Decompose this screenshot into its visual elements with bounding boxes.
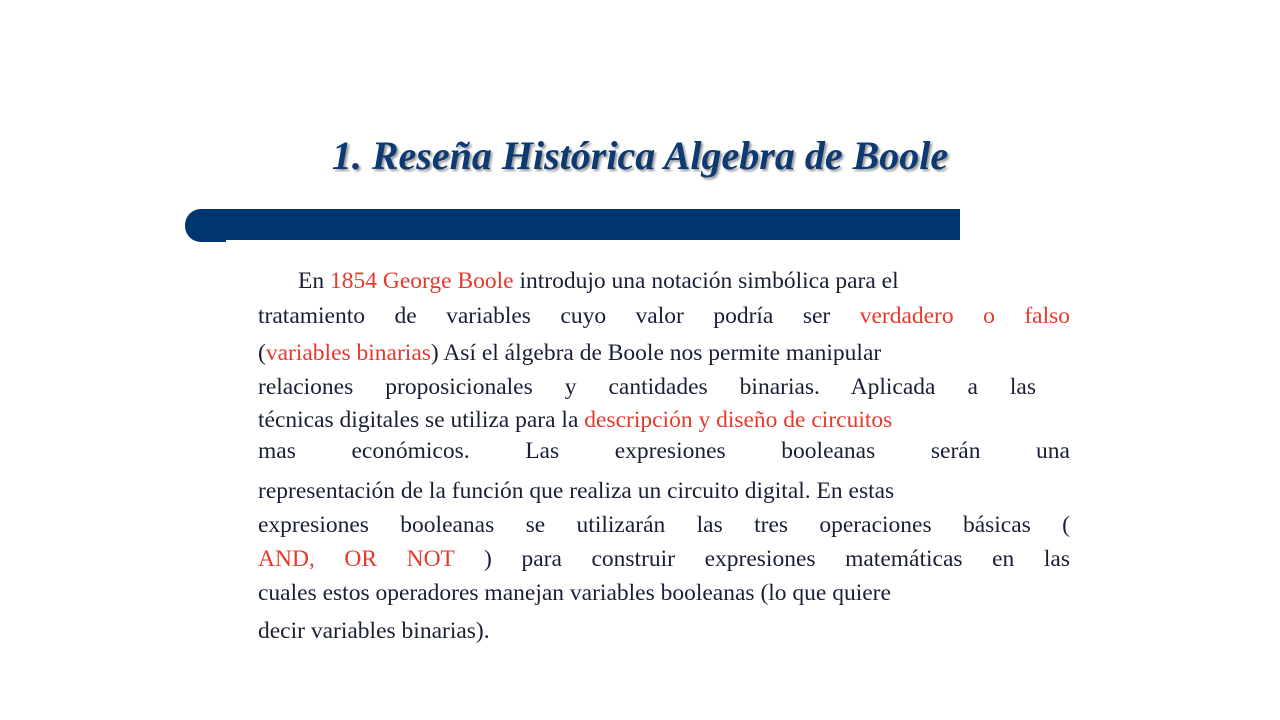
highlight-year-author: 1854 George Boole — [329, 268, 514, 294]
highlight-circuit-design: descripción y diseño de circuitos — [584, 407, 893, 433]
text-run: mas económicos. Las expresiones booleanas serán una — [258, 438, 1070, 464]
paragraph-line-6 — [258, 436, 1070, 466]
text-run: técnicas digitales se utiliza para la — [258, 407, 585, 433]
text-run: cuales estos operadores manejan variables booleanas (lo que quiere — [258, 580, 891, 606]
text-run: relaciones proposicionales y cantidades binarias. Aplicada a las — [258, 374, 1036, 400]
slide-title: 1. Reseña Histórica Algebra de Boole — [331, 133, 949, 178]
text-run: tratamiento de variables cuyo valor podría ser — [258, 303, 860, 329]
paragraph-line-8 — [258, 510, 1070, 540]
text-run: ) Así el álgebra de Boole nos permite manipular — [430, 340, 882, 366]
text-run: decir variables binarias). — [258, 618, 490, 644]
text-run: expresiones booleanas se utilizarán las tres operaciones básicas ( — [258, 512, 1070, 538]
highlight-binary-variables: variables binarias — [265, 340, 431, 366]
text-run: representación de la función que realiza un circuito digital. En estas — [258, 478, 895, 504]
paragraph-line-11 — [258, 616, 1070, 646]
title-accent-bar — [185, 209, 960, 242]
highlight-operators: AND, OR NOT — [258, 546, 455, 572]
paragraph-line-4 — [258, 372, 1036, 402]
paragraph-line-2 — [258, 301, 1070, 331]
paragraph-line-9 — [258, 544, 1070, 574]
text-run: ) para construir expresiones matemáticas en las — [454, 546, 1070, 572]
paragraph-line-10 — [258, 578, 1070, 608]
text-run: introdujo una notación simbólica para el — [513, 268, 899, 294]
text-run: ( — [258, 340, 266, 366]
highlight-true-false: verdadero o falso — [859, 303, 1070, 329]
paragraph-line-7 — [258, 476, 1070, 506]
paragraph-line-5 — [258, 405, 1070, 435]
title-accent-bar-notch — [226, 240, 960, 242]
paragraph-line-1 — [258, 266, 1070, 296]
paragraph-line-3 — [258, 338, 1070, 368]
text-run: En — [298, 268, 330, 294]
